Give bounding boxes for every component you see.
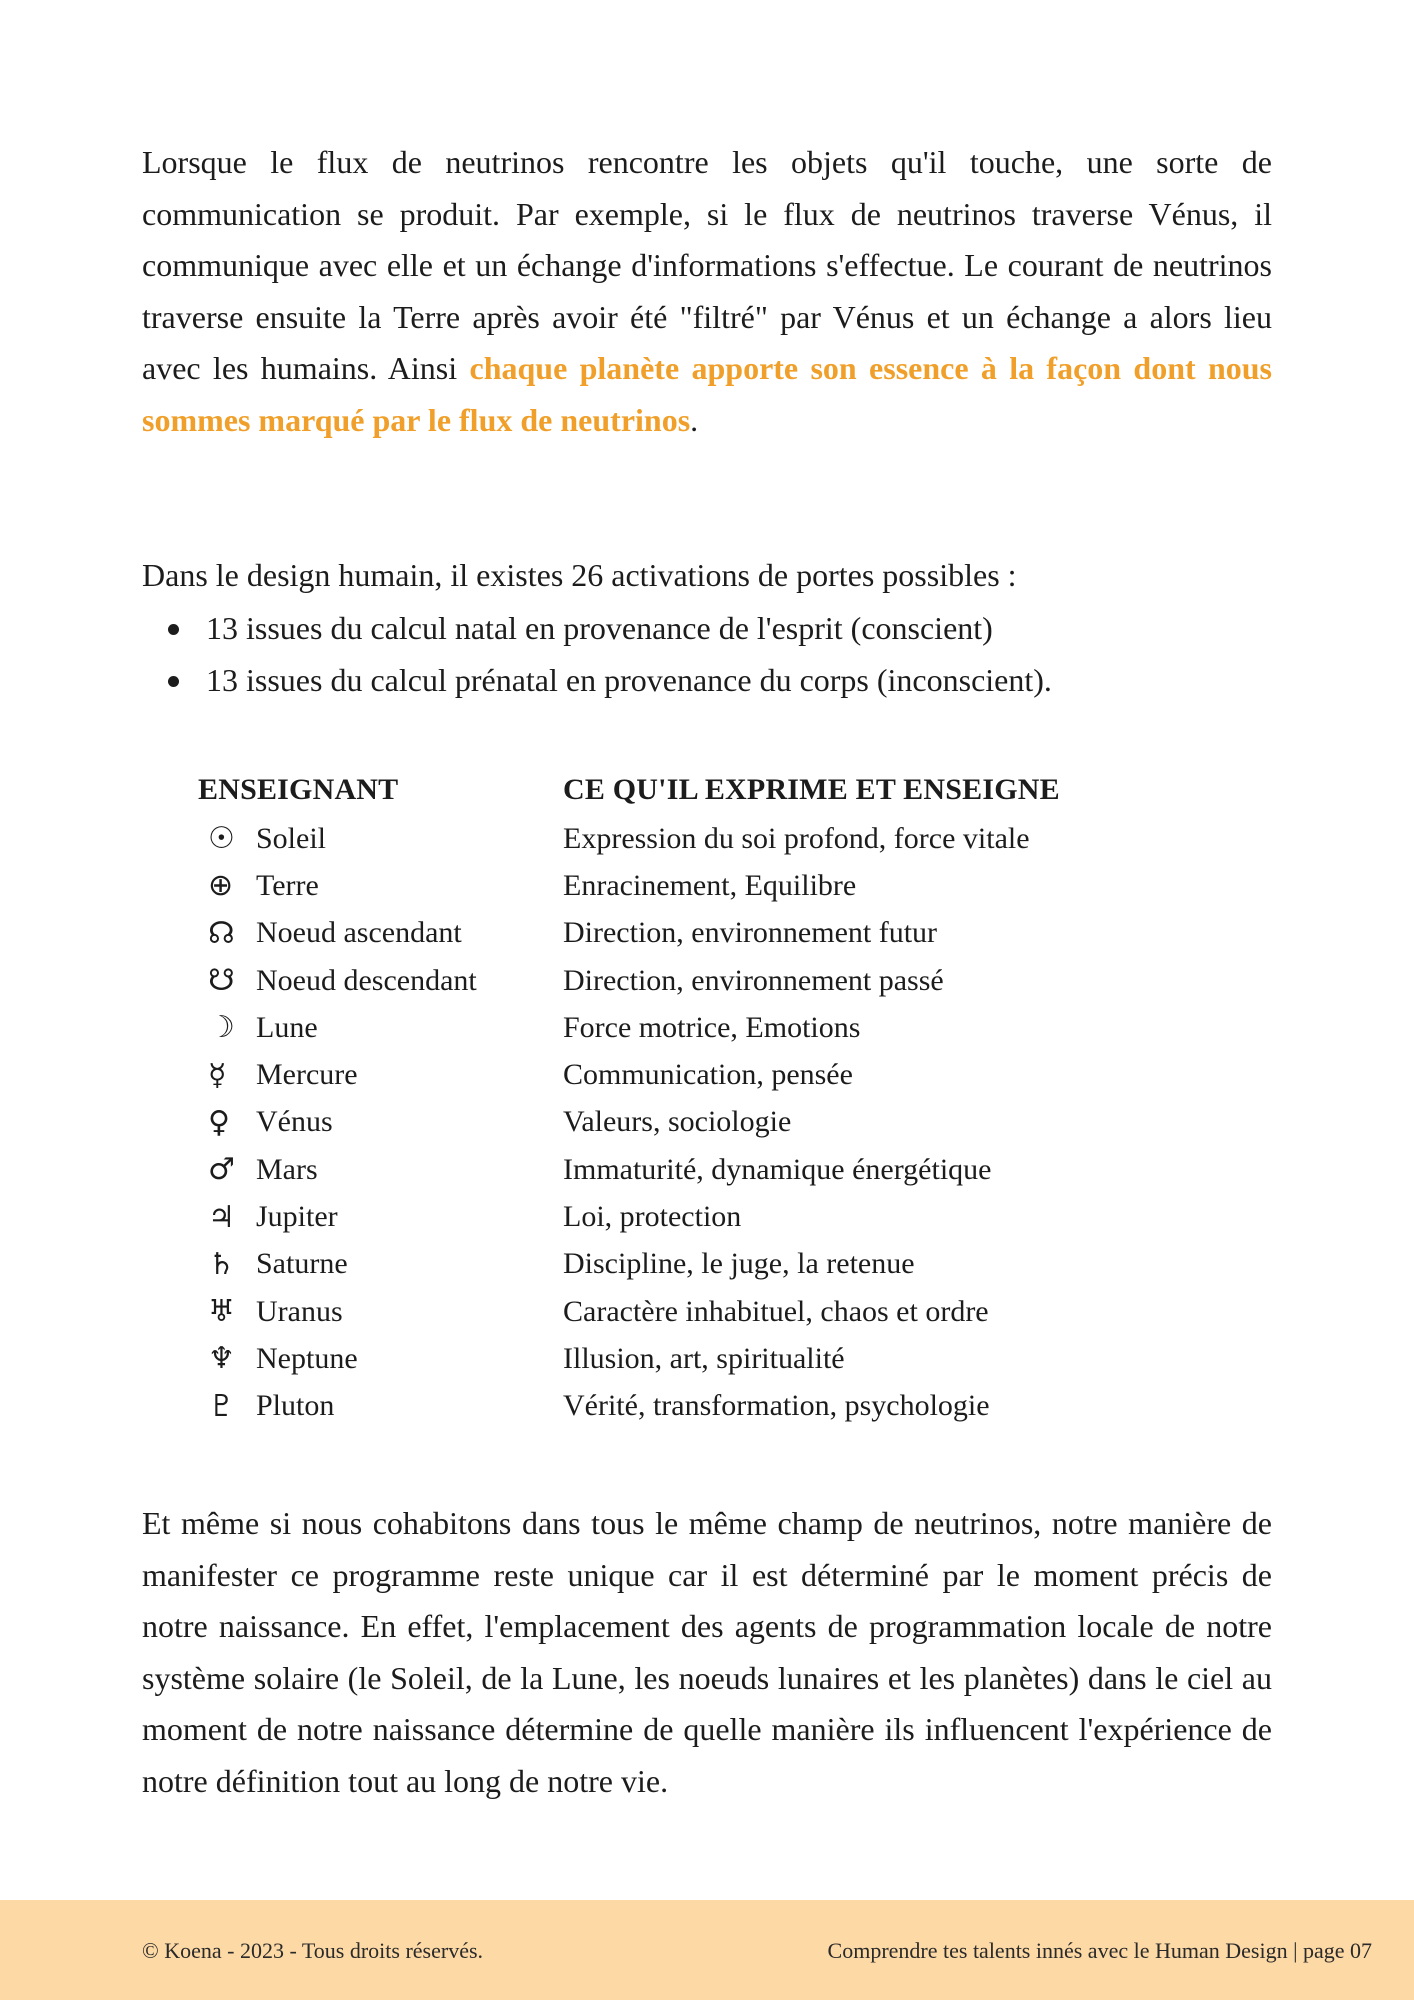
intro-paragraph	[142, 137, 1272, 446]
teacher-cell	[198, 1294, 563, 1329]
table-row	[198, 1288, 1198, 1335]
meaning-cell: Caractère inhabituel, chaos et ordre	[563, 1294, 989, 1328]
mercury-icon: ☿	[208, 1057, 227, 1093]
neptune-icon: ♆	[208, 1341, 235, 1377]
bullet-icon	[168, 624, 179, 635]
teacher-name: Soleil	[256, 821, 327, 855]
teacher-cell	[198, 1389, 563, 1424]
teacher-cell	[198, 1105, 563, 1140]
page-footer	[0, 1900, 1414, 2000]
table-row	[198, 910, 1198, 957]
mars-icon: ♂	[208, 1152, 235, 1188]
venus-icon: ♀	[208, 1104, 230, 1140]
teacher-cell	[198, 1247, 563, 1282]
meaning-cell: Expression du soi profond, force vitale	[563, 821, 1030, 855]
meaning-cell: Illusion, art, spiritualité	[563, 1341, 845, 1375]
footer-title-page: Comprendre tes talents innés avec le Human Design | page 07	[827, 1938, 1372, 1963]
teacher-name: Uranus	[256, 1294, 343, 1328]
table-row	[198, 1193, 1198, 1240]
meaning-cell: Communication, pensée	[563, 1058, 853, 1092]
list-item-text: 13 issues du calcul prénatal en provenance du corps (inconscient).	[206, 662, 1052, 698]
meaning-cell: Enracinement, Equilibre	[563, 868, 857, 902]
header-teacher: ENSEIGNANT	[198, 773, 399, 806]
teacher-name: Noeud descendant	[256, 963, 477, 997]
teacher-name: Vénus	[256, 1105, 333, 1139]
saturn-icon: ♄	[208, 1246, 235, 1282]
meaning-cell: Immaturité, dynamique énergétique	[563, 1152, 992, 1186]
meaning-cell: Loi, protection	[563, 1200, 742, 1234]
table-row	[198, 1335, 1198, 1382]
teacher-name: Mars	[256, 1152, 318, 1186]
meaning-cell: Discipline, le juge, la retenue	[563, 1247, 915, 1281]
table-row	[198, 815, 1198, 862]
list-item-text: 13 issues du calcul natal en provenance de l'esprit (conscient)	[206, 610, 993, 646]
descending-node-icon: ☋	[208, 963, 235, 999]
meaning-cell: Direction, environnement futur	[563, 916, 938, 950]
meaning-cell: Vérité, transformation, psychologie	[563, 1389, 990, 1423]
table-row	[198, 1004, 1198, 1051]
teacher-cell	[198, 1341, 563, 1376]
intro-text: Lorsque le flux de neutrinos rencontre les objets qu'il touche, une sorte de communication se produit. Par exemple, si le flux de neutrinos traverse Vénus, il communique avec elle et un échange d'informations s'effectue. Le courant de neutrinos traverse ensuite la Terre après avoir été "filtré" par Vénus et un échange a alors lieu avec les humains. Ainsi	[142, 144, 1272, 386]
uranus-icon: ♅	[208, 1294, 235, 1330]
list-item	[160, 654, 1260, 706]
table-row	[198, 1383, 1198, 1430]
teacher-name: Saturne	[256, 1247, 348, 1281]
table-body	[198, 815, 1198, 1430]
teacher-cell	[198, 1058, 563, 1093]
teacher-name: Lune	[256, 1010, 318, 1044]
table-row	[198, 1051, 1198, 1098]
jupiter-icon: ♃	[208, 1199, 235, 1235]
activations-paragraph: Dans le design humain, il existes 26 activations de portes possibles :	[142, 557, 1017, 593]
bullet-icon	[168, 676, 179, 687]
table-row	[198, 1099, 1198, 1146]
teacher-cell	[198, 916, 563, 951]
table-row	[198, 957, 1198, 1004]
teacher-cell	[198, 963, 563, 998]
teacher-name: Noeud ascendant	[256, 916, 462, 950]
intro-text-end: .	[690, 401, 699, 438]
table-header	[198, 765, 1198, 815]
moon-icon: ☽	[208, 1010, 235, 1046]
pluto-icon: ♇	[208, 1388, 235, 1424]
meaning-cell: Valeurs, sociologie	[563, 1105, 792, 1139]
teacher-cell	[198, 1200, 563, 1235]
teachers-table	[198, 765, 1198, 1430]
meaning-cell: Direction, environnement passé	[563, 963, 944, 997]
teacher-name: Pluton	[256, 1389, 335, 1423]
meaning-cell: Force motrice, Emotions	[563, 1010, 861, 1044]
teacher-name: Jupiter	[256, 1200, 338, 1234]
highlighted-statement: chaque planète apporte son essence à la façon dont nous sommes marqué par le flux de neutrinos	[142, 350, 1273, 438]
teacher-cell	[198, 868, 563, 903]
list-item	[160, 602, 1260, 654]
teacher-name: Mercure	[256, 1058, 358, 1092]
sun-icon: ☉	[208, 821, 235, 857]
closing-paragraph: Et même si nous cohabitons dans tous le même champ de neutrinos, notre manière de manifester ce programme reste unique car il est déterminé par le moment précis de notre naissance. En effet, l'emplacement des agents de programmation locale de notre système solaire (le Soleil, de la Lune, les noeuds lunaires et les planètes) dans le ciel au moment de notre naissance détermine de quelle manière ils influencent l'expérience de notre définition tout au long de notre vie.	[142, 1505, 1272, 1799]
teacher-cell	[198, 1152, 563, 1187]
teacher-cell	[198, 1010, 563, 1045]
table-row	[198, 1146, 1198, 1193]
teacher-name: Neptune	[256, 1341, 358, 1375]
teacher-name: Terre	[256, 868, 319, 902]
teacher-cell	[198, 821, 563, 856]
table-row	[198, 862, 1198, 909]
activations-list	[160, 602, 1260, 706]
earth-icon: ⊕	[208, 868, 234, 904]
table-row	[198, 1241, 1198, 1288]
copyright-text: © Koena - 2023 - Tous droits réservés.	[142, 1938, 484, 1963]
ascending-node-icon: ☊	[208, 915, 235, 951]
header-meaning: CE QU'IL EXPRIME ET ENSEIGNE	[563, 773, 1060, 806]
